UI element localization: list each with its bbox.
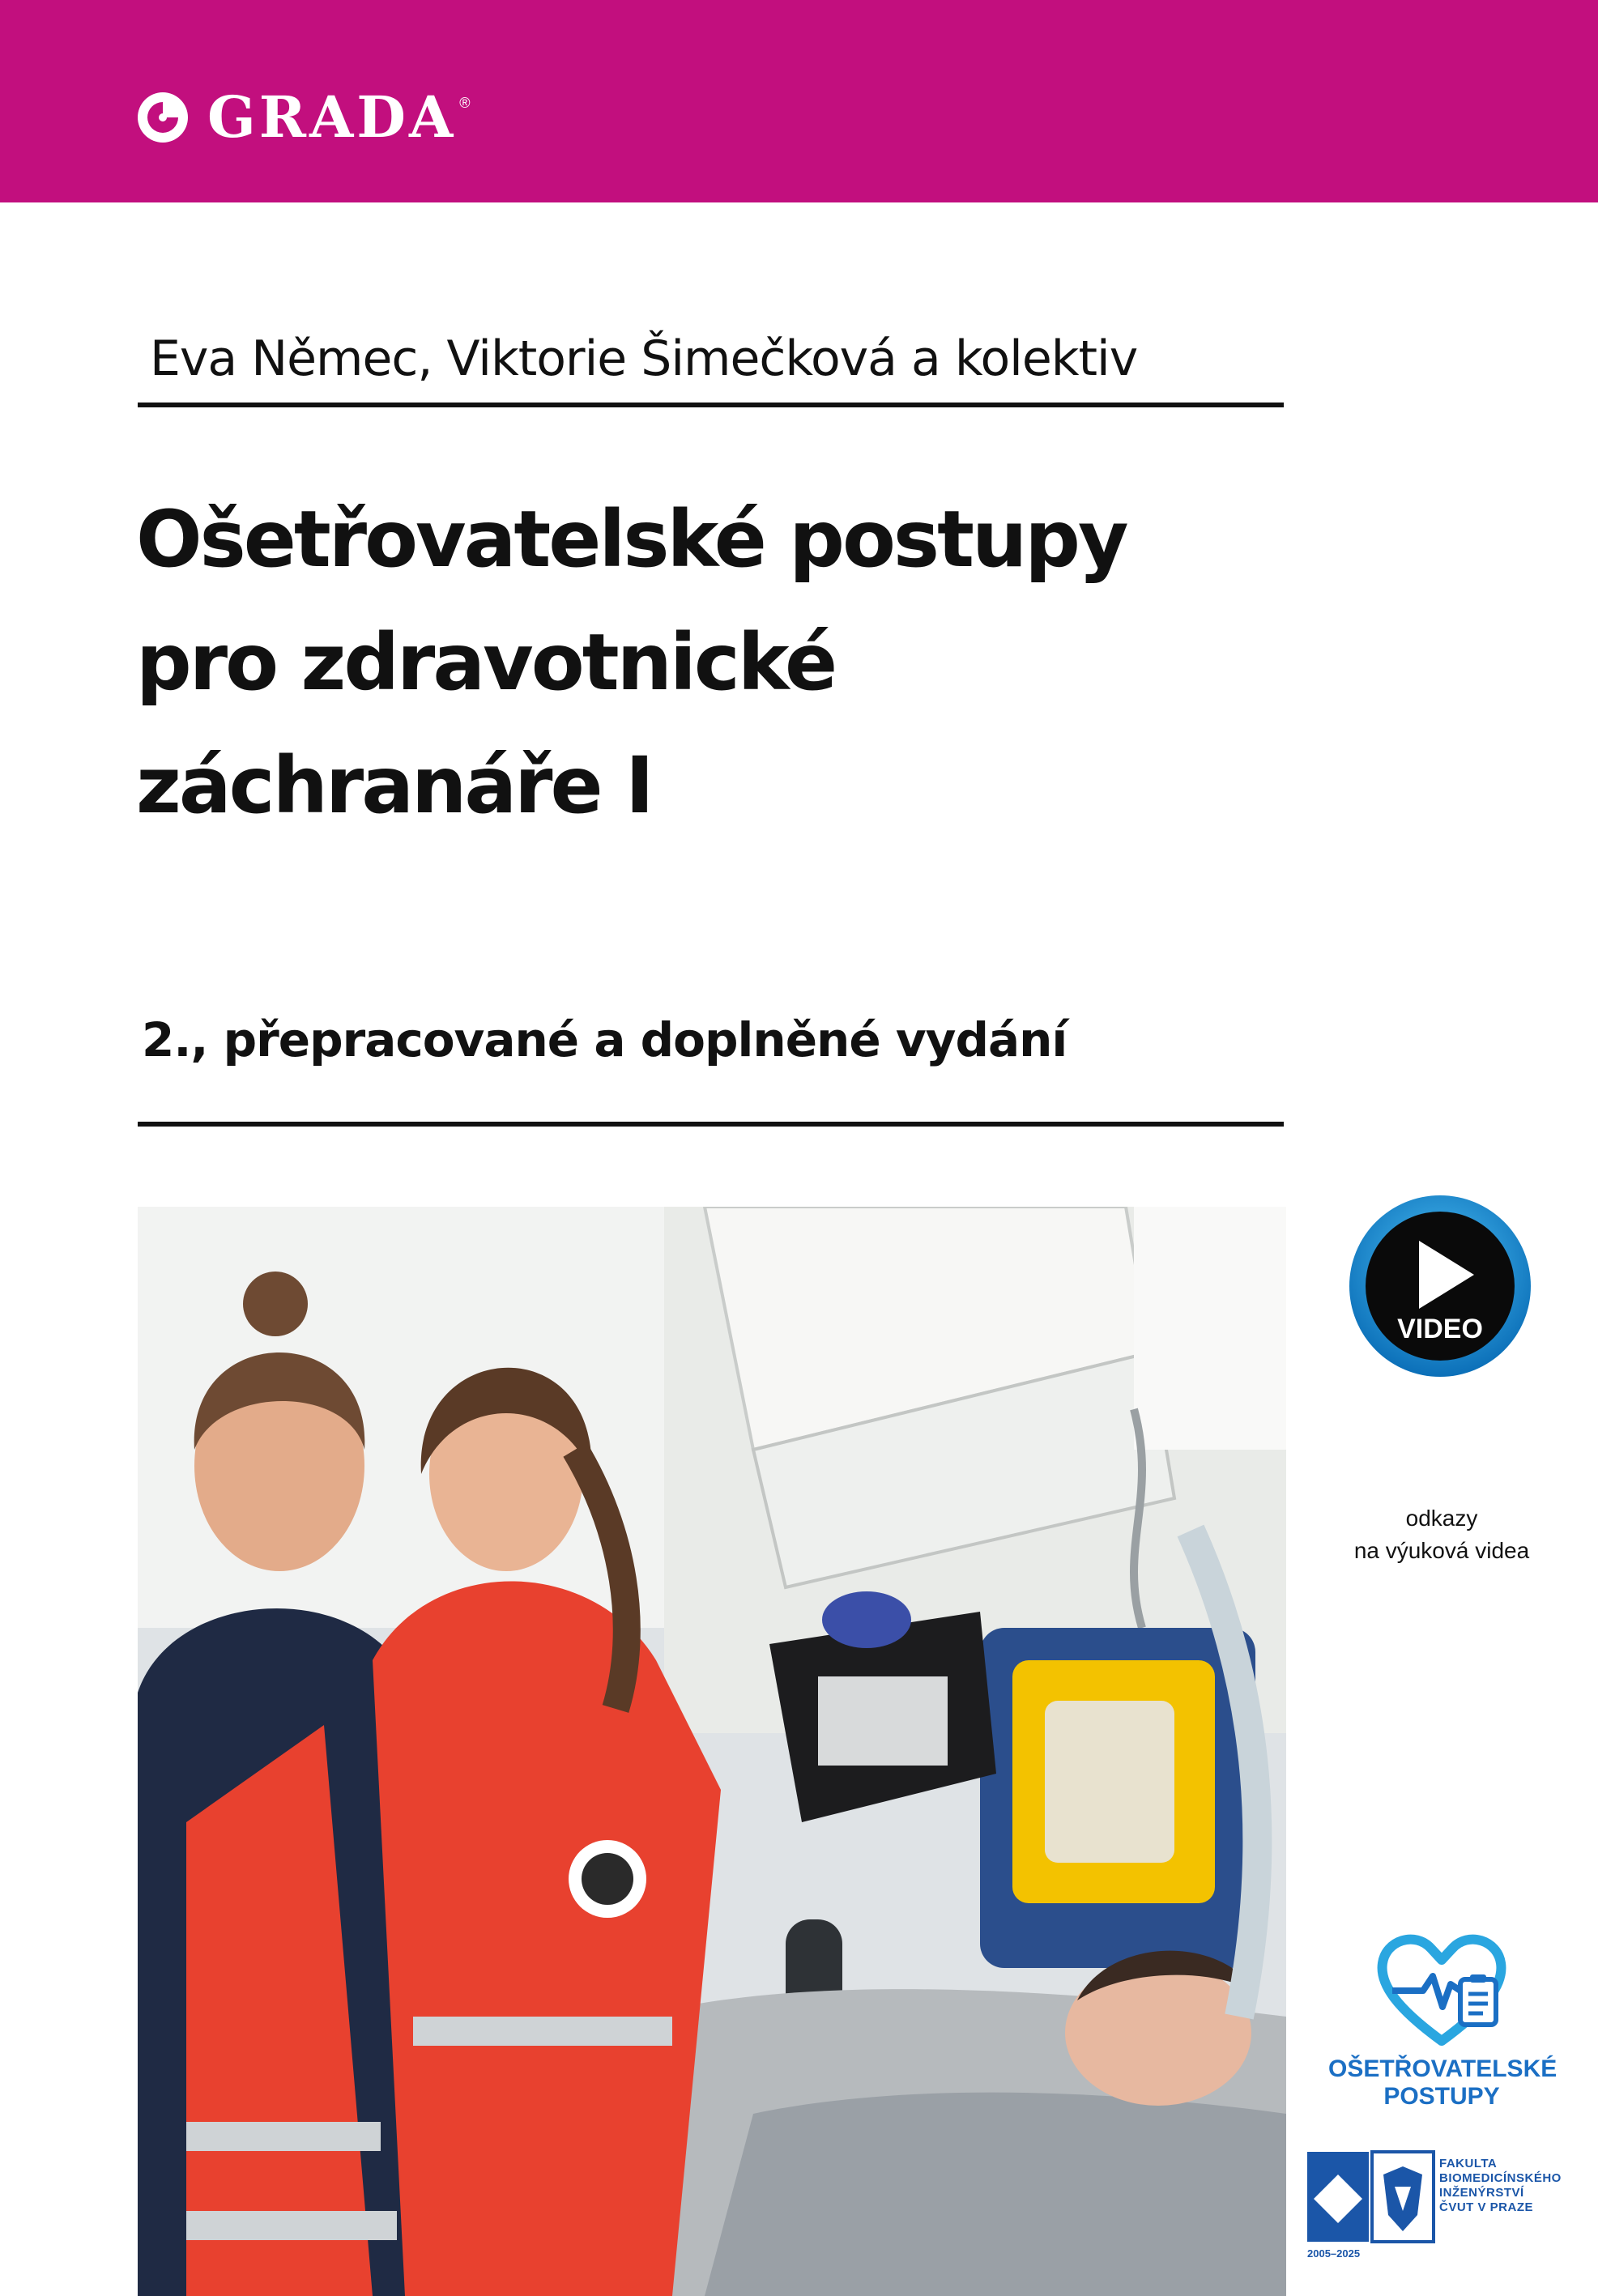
video-badge-label: VIDEO [1397, 1314, 1483, 1344]
publisher-band [0, 0, 1598, 202]
fbmi-emblem-icon [1306, 2150, 1435, 2243]
registered-mark: ® [459, 95, 471, 111]
faculty-years: 2005–2025 [1307, 2247, 1361, 2260]
series-logo [1328, 1928, 1558, 2111]
title-line: pro zdravotnické [136, 617, 836, 708]
series-logo-line: OŠETŘOVATELSKÉ [1328, 2055, 1558, 2082]
title-line: záchranáře I [136, 740, 652, 831]
faculty-line: FAKULTA [1439, 2157, 1498, 2170]
edition-subtitle: 2., přepracované a doplněné vydání [142, 1012, 1067, 1067]
video-caption-line: odkazy [1405, 1506, 1478, 1531]
grada-emblem-icon [136, 91, 190, 144]
divider-bottom [138, 1122, 1284, 1127]
grada-logo [136, 85, 471, 150]
video-caption-line: na výuková videa [1353, 1538, 1530, 1563]
faculty-logo [1306, 2150, 1581, 2264]
faculty-line: ČVUT V PRAZE [1439, 2200, 1534, 2214]
video-caption [1328, 1502, 1555, 1567]
video-badge [1344, 1191, 1536, 1382]
publisher-name: GRADA [207, 83, 457, 151]
faculty-line: BIOMEDICÍNSKÉHO [1439, 2171, 1562, 2185]
title-line: Ošetřovatelské postupy [136, 494, 1127, 585]
divider-top [138, 403, 1284, 407]
authors: Eva Němec, Viktorie Šimečková a kolektiv [150, 330, 1138, 387]
paramedics-ambulance-illustration [138, 1207, 1286, 2296]
cover-photo [138, 1207, 1286, 2296]
book-title [136, 478, 1432, 847]
faculty-line: INŽENÝRSTVÍ [1439, 2186, 1524, 2200]
heart-ecg-clipboard-icon [1373, 1928, 1511, 2049]
series-logo-line: POSTUPY [1383, 2083, 1500, 2110]
